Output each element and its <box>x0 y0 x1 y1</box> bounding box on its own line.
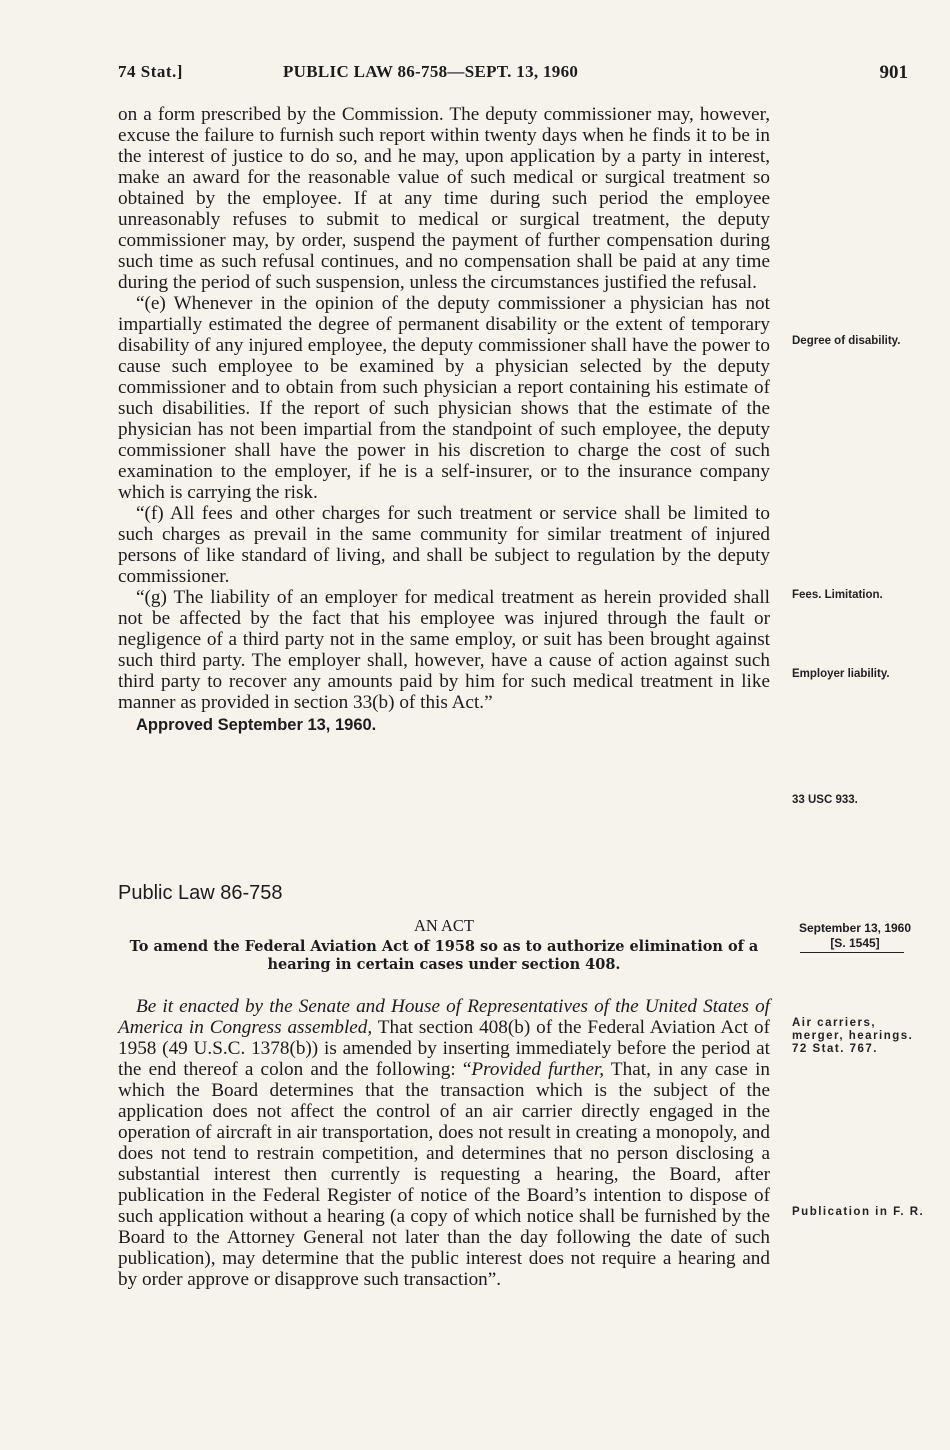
running-title: PUBLIC LAW 86-758—SEPT. 13, 1960 <box>283 62 579 81</box>
act-heading: AN ACT <box>413 916 475 935</box>
amendment-text-b: That, in any case in which the Board determines that the transaction which is the subject of the application does not affect the control of an air carrier directly engaged in the operation of aircraft in air transportation, does not result in creating a monopoly, and does not tend to restrain competition, and determines that no person disclosing a substantial interest then currently is requesting a hearing, the Board, after publication in the Federal Register of notice of the Board’s intention to dispose of such application without a hearing (a copy of which notice shall be furnished by the Board to the Attorney General not later than the day following the date of such publication), may determine that the public interest does not require a hearing and by order approve or disapprove such transaction”. <box>118 1059 770 1290</box>
act-body <box>118 996 770 1290</box>
enacting-paragraph <box>118 996 770 1290</box>
margin-note-degree: Degree of disability. <box>792 335 901 347</box>
act-purpose: To amend the Federal Aviation Act of 1958 so as to authorize elimination of a hearing in certain cases under section 408. <box>129 938 759 973</box>
volume-reference: 74 Stat.] <box>118 62 183 81</box>
margin-note-air-carriers: Air carriers, merger, hearings. 72 Stat. 767. <box>792 1017 914 1055</box>
approval-date-note: September 13, 1960 <box>798 921 912 935</box>
provided-further: Provided further, <box>471 1059 605 1080</box>
approval-date: Approved September 13, 1960. <box>136 716 377 734</box>
paragraph-continued: on a form prescribed by the Commission. The deputy commissioner may, however, excuse the failure to furnish such report within twenty days when he finds it to be in the interest of justice to do so, and he may, upon application by a party in interest, make an award for the reasonable value of such medical or surgical treatment so obtained by the employee. If at any time during such period the employee unreasonably refuses to submit to medical or surgical treatment, the deputy commissioner may, by order, suspend the payment of further compensation during such time as such refusal continues, and no compensation shall be paid at any time during the period of such suspension, unless the circumstances justified the refusal. <box>118 104 770 293</box>
margin-note-fees: Fees. Limitation. <box>792 589 883 601</box>
page-number: 901 <box>879 62 908 83</box>
margin-note-date <box>780 921 930 951</box>
enacting-clause: Be it enacted by the Senate and House of Representatives of the United States of America in Congress assembled, <box>118 996 770 1038</box>
paragraph-f: “(f) All fees and other charges for such treatment or service shall be limited to such charges as prevail in the same community for similar treatment of injured persons of like standard of living, and shall be subject to regulation by the deputy commissioner. <box>118 503 770 587</box>
bill-number: [S. 1545] <box>830 936 880 950</box>
margin-note-usc: 33 USC 933. <box>792 794 858 806</box>
margin-rule <box>800 952 904 953</box>
amendment-text-a: That section 408(b) of the Federal Aviation Act of 1958 (49 U.S.C. 1378(b)) is amended by inserting immediately before the period at the end thereof a colon and the following: “ <box>118 1017 770 1080</box>
public-law-title: Public Law 86-758 <box>118 882 283 904</box>
margin-note-publication: Publication in F. R. <box>792 1206 925 1218</box>
page-header <box>118 62 908 90</box>
section-continuation <box>118 104 770 736</box>
margin-note-employer: Employer liability. <box>792 668 890 680</box>
paragraph-e: “(e) Whenever in the opinion of the deputy commissioner a physician has not impartially estimated the degree of permanent disability or the extent of temporary disability of any injured employee, the deputy commissioner shall have the power to cause such employee to be examined by a physician selected by the deputy commissioner and to obtain from such physician a report containing his estimate of such disabilities. If the report of such physician shows that the estimate of the physician has not been impartial from the standpoint of such employee, the deputy commissioner shall have the power in his discretion to charge the cost of such examination to the employer, if he is a self-insurer, or to the insurance company which is carrying the risk. <box>118 293 770 503</box>
paragraph-g: “(g) The liability of an employer for medical treatment as herein provided shall not be affected by the fact that his employee was injured through the fault or negligence of a third party not in the same employ, or suit has been brought against such third party. The employer shall, however, have a cause of action against such third party to recover any amounts paid by him for such medical treatment in like manner as provided in section 33(b) of this Act.” <box>118 587 770 713</box>
